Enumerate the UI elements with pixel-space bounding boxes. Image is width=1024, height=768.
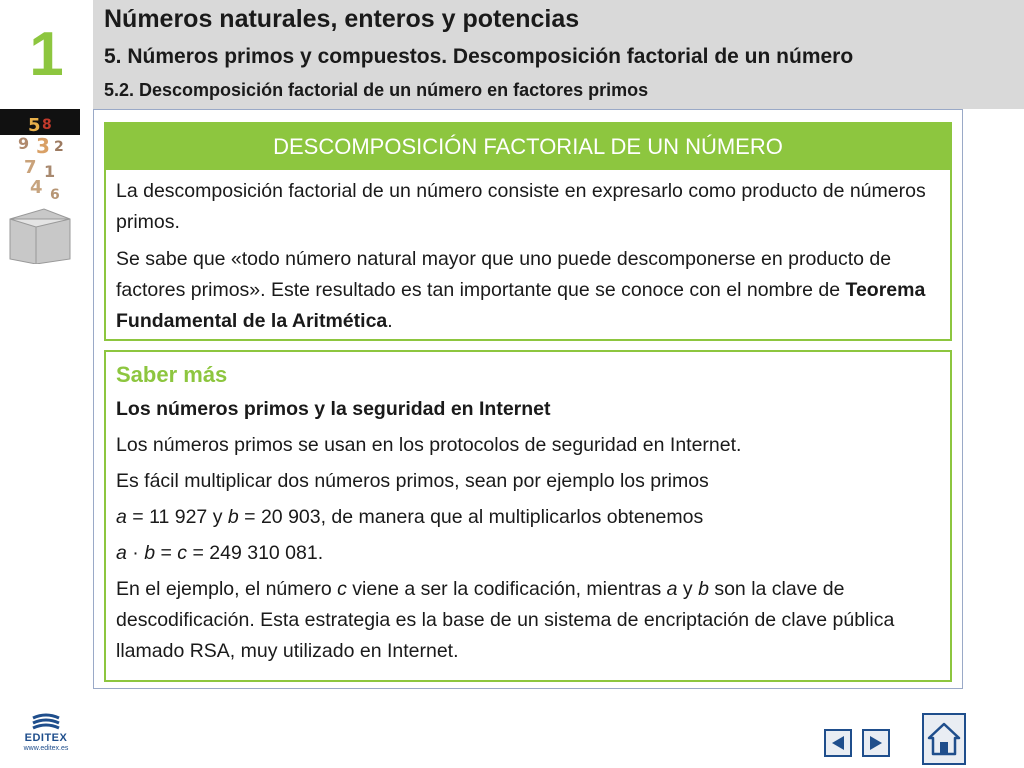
- var-b: b: [227, 506, 239, 528]
- saber-mas-line-3: [116, 502, 940, 533]
- svg-text:6: 6: [50, 187, 60, 203]
- previous-button[interactable]: [824, 729, 852, 757]
- logo-mark-icon: [29, 712, 63, 732]
- product-value: = 249 310 081.: [187, 542, 324, 564]
- house-icon: [927, 721, 961, 757]
- subsection-title: 5.2. Descomposición factorial de un número en factores primos: [104, 80, 649, 100]
- saber-mas-subheading: Los números primos y la seguridad en Internet: [116, 398, 551, 420]
- var-b: b: [144, 542, 156, 564]
- definition-paragraph-1: La descomposición factorial de un número consiste en expresarlo como producto de números primos.: [116, 180, 926, 233]
- svg-text:9: 9: [18, 134, 30, 153]
- saber-mas-line-2: Es fácil multiplicar dos números primos, sean por ejemplo los primos: [116, 470, 709, 492]
- next-button[interactable]: [862, 729, 890, 757]
- var-a: a: [666, 578, 678, 600]
- line5-mid: viene a ser la codificación, mientras: [346, 578, 667, 600]
- saber-mas-heading: Saber más: [116, 362, 228, 387]
- page-title: Números naturales, enteros y potencias: [104, 5, 580, 33]
- triangle-left-icon: [829, 734, 847, 752]
- svg-text:1: 1: [44, 162, 56, 181]
- svg-text:5: 5: [28, 115, 41, 136]
- svg-text:8: 8: [42, 117, 52, 133]
- logo-url: www.editex.es: [23, 745, 69, 752]
- equals-sign: =: [155, 542, 178, 564]
- value-a: = 11 927 y: [126, 506, 228, 528]
- line5-y: y: [677, 578, 699, 600]
- definition-box-heading: DESCOMPOSICIÓN FACTORIAL DE UN NÚMERO: [106, 124, 950, 170]
- line5-end: son la clave de descodificación. Esta estrategia es la base de un sistema de encriptación de clave pública llamado RSA, muy utilizado en Internet.: [116, 578, 895, 662]
- svg-text:7: 7: [24, 157, 37, 178]
- saber-mas-line-5: [116, 574, 940, 667]
- var-a: a: [116, 506, 127, 528]
- logo-name: EDITEX: [24, 732, 68, 744]
- var-b: b: [698, 578, 709, 600]
- saber-mas-body: [106, 352, 950, 667]
- svg-text:2: 2: [54, 139, 64, 155]
- var-c: c: [177, 542, 188, 564]
- definition-paragraph-2: [116, 244, 940, 337]
- value-b-text: = 20 903, de manera que al multiplicarlos obtenemos: [238, 506, 704, 528]
- section-title: 5. Números primos y compuestos. Descomposición factorial de un número: [104, 45, 854, 68]
- numbers-illustration: [0, 109, 80, 264]
- var-c: c: [337, 578, 347, 600]
- saber-mas-box: [104, 350, 952, 682]
- home-button[interactable]: [922, 713, 966, 765]
- definition-paragraph-2-text: Se sabe que «todo número natural mayor que uno puede descomponerse en producto de factores primos». Este resultado es tan importante que se conoce con el nombre de: [116, 248, 892, 301]
- definition-box: [104, 122, 952, 341]
- svg-text:3: 3: [36, 134, 50, 158]
- chapter-number: 1: [29, 20, 64, 89]
- dot-operator: ·: [126, 542, 145, 564]
- theorem-name: Teorema Fundamental de la Aritmética: [116, 279, 926, 332]
- definition-box-body: [106, 170, 950, 337]
- saber-mas-line-1: Los números primos se usan en los protocolos de seguridad en Internet.: [116, 434, 742, 456]
- definition-paragraph-2-end: .: [387, 310, 393, 332]
- triangle-right-icon: [867, 734, 885, 752]
- editex-logo: [18, 712, 74, 762]
- line5-start: En el ejemplo, el número: [116, 578, 338, 600]
- svg-text:4: 4: [30, 177, 43, 198]
- saber-mas-line-4: [116, 538, 940, 569]
- var-a: a: [116, 542, 127, 564]
